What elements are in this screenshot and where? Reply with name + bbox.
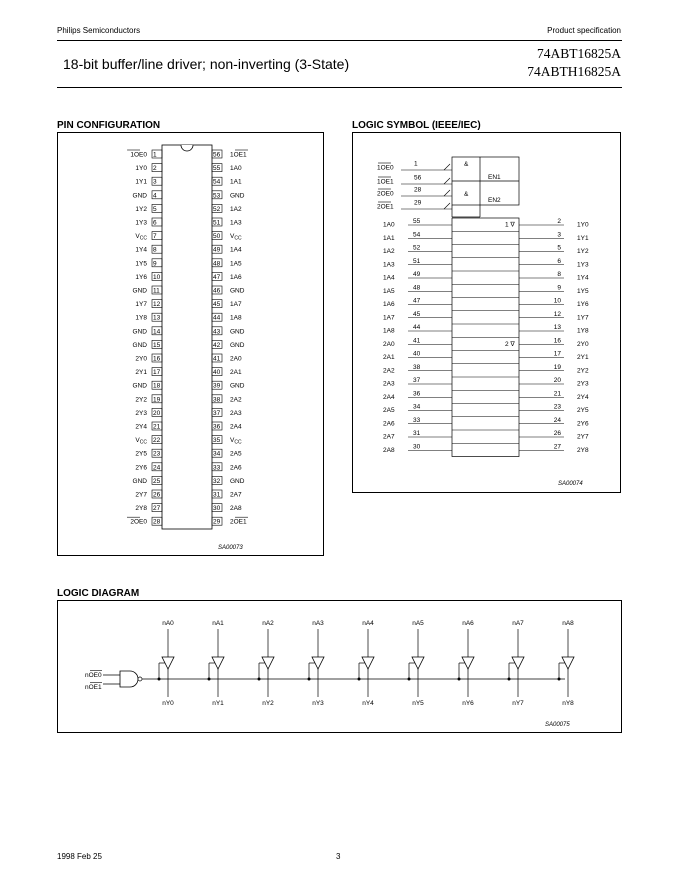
company-name: Philips Semiconductors — [57, 26, 141, 35]
pin-name-left: 1Y8 — [135, 314, 147, 322]
part-number-1: 74ABT16825A — [537, 46, 621, 61]
buffer-input-label: nA5 — [412, 620, 424, 627]
part-number-2: 74ABTH16825A — [527, 64, 621, 79]
channel-input-pin: 37 — [413, 377, 421, 384]
channel-output-pin: 27 — [553, 443, 561, 451]
pin-number-left: 26 — [153, 491, 161, 499]
pin-name-left: 1Y3 — [135, 219, 147, 227]
pin-name-right: 2A8 — [230, 505, 242, 513]
bus-junction — [358, 678, 361, 681]
figure-id: SA00075 — [545, 722, 570, 728]
pin-number-left: 25 — [153, 477, 161, 485]
bus-junction — [308, 678, 311, 681]
channel-input-pin: 54 — [413, 231, 421, 239]
pin-name-left: 1Y1 — [135, 178, 147, 186]
channel-output-name: 2Y3 — [577, 380, 589, 388]
ic-package-body — [162, 145, 212, 529]
pin-name-right: 1A8 — [230, 314, 242, 322]
channel-input-pin: 51 — [413, 257, 421, 265]
pin-number-left: 4 — [153, 192, 157, 200]
pin-number-left: 14 — [153, 328, 161, 336]
channel-output-pin: 3 — [557, 231, 561, 239]
pin-number-right: 50 — [213, 233, 221, 241]
channel-input-name: 2A5 — [383, 407, 395, 414]
channel-input-pin: 47 — [413, 297, 421, 305]
channel-output-name: 1Y4 — [577, 274, 589, 282]
and-symbol-1: & — [464, 161, 469, 168]
channel-input-name: 1A3 — [383, 261, 395, 269]
control-input-pin: 56 — [414, 174, 422, 182]
pin-name-right: 1A2 — [230, 205, 242, 213]
pin-name-right: 2A0 — [230, 355, 242, 363]
control-input-name: 1OE0 — [377, 164, 394, 172]
channel-output-pin: 17 — [553, 350, 561, 358]
pin-number-left: 2 — [153, 165, 157, 173]
pin-number-right: 39 — [213, 382, 221, 390]
pin-number-left: 17 — [153, 369, 161, 377]
pin-number-right: 43 — [213, 328, 221, 336]
pin-name-right: 2A7 — [230, 491, 242, 499]
channel-input-name: 1A5 — [383, 287, 395, 295]
pin-number-right: 31 — [213, 491, 221, 499]
pin-name-left: GND — [132, 341, 147, 349]
channel-output-pin: 23 — [553, 403, 561, 411]
channel-input-pin: 48 — [413, 284, 421, 292]
buffer-output-label: nY0 — [162, 700, 174, 707]
qualifier-1: 1 ∇ — [505, 221, 515, 229]
pin-name-left: 1OE0 — [130, 151, 147, 159]
channel-input-pin: 45 — [413, 310, 421, 318]
channel-output-name: 1Y2 — [577, 248, 589, 255]
channel-input-name: 1A8 — [383, 327, 395, 335]
pin-name-left: 1Y5 — [135, 260, 147, 268]
logic-symbol-frame — [352, 132, 621, 493]
active-low-flag — [444, 190, 450, 196]
pin-number-left: 24 — [153, 464, 161, 472]
channel-output-name: 2Y5 — [577, 407, 589, 414]
channel-input-pin: 52 — [413, 244, 421, 252]
logic-diagram-frame — [57, 600, 622, 733]
channel-output-name: 1Y1 — [577, 234, 589, 242]
pin-name-right: 1A1 — [230, 178, 242, 186]
pin-name-right: 2OE1 — [230, 518, 247, 526]
channel-input-pin: 31 — [413, 430, 421, 437]
channel-output-pin: 13 — [553, 324, 561, 331]
buffer-output-label: nY6 — [462, 700, 474, 707]
channel-output-pin: 26 — [553, 430, 561, 437]
channel-output-name: 1Y5 — [577, 287, 589, 295]
channel-input-name: 1A4 — [383, 274, 395, 282]
channel-input-pin: 36 — [413, 390, 421, 398]
pin-number-left: 3 — [153, 178, 157, 186]
pin-name-left: 2Y0 — [135, 355, 147, 363]
bus-junction — [458, 678, 461, 681]
channel-input-pin: 41 — [413, 337, 421, 345]
pin-number-right: 51 — [213, 219, 221, 227]
page-title: 18-bit buffer/line driver; non-inverting (3-State) — [63, 56, 350, 72]
channel-output-pin: 19 — [553, 363, 561, 371]
pin-number-right: 52 — [213, 205, 221, 213]
channel-output-pin: 2 — [557, 218, 561, 225]
channel-input-name: 1A6 — [383, 301, 395, 308]
pin-name-left: 2Y2 — [135, 396, 147, 404]
control-input-name: 2OE0 — [377, 190, 394, 198]
channel-output-name: 1Y8 — [577, 327, 589, 335]
pin-name-right: GND — [230, 328, 245, 336]
control-input-name: 1OE1 — [377, 178, 394, 186]
qualifier-2: 2 ∇ — [505, 340, 515, 348]
channel-input-name: 1A2 — [383, 248, 395, 255]
channel-output-name: 2Y8 — [577, 446, 589, 454]
oe1-label: nOE1 — [85, 684, 102, 691]
pin-number-left: 6 — [153, 219, 157, 227]
pin-name-right: 1A6 — [230, 273, 242, 281]
pin-name-left: 2Y5 — [135, 450, 147, 458]
channel-input-pin: 34 — [413, 403, 421, 411]
pin-name-left: 2Y6 — [135, 464, 147, 472]
channel-input-name: 1A1 — [383, 234, 395, 242]
pin-name-right: $V_{CC}$ — [230, 233, 242, 242]
channel-output-name: 1Y3 — [577, 261, 589, 269]
pin-number-left: 16 — [153, 355, 161, 363]
control-input-pin: 29 — [414, 199, 422, 207]
figure-id: SA00074 — [558, 481, 583, 487]
pin-number-left: 22 — [153, 437, 161, 445]
pin-number-right: 32 — [213, 477, 221, 485]
pin-number-left: 19 — [153, 396, 161, 404]
pin-name-right: GND — [230, 341, 245, 349]
enable-label-2: EN2 — [488, 197, 501, 204]
buffer-input-label: nA7 — [512, 620, 524, 627]
control-input-name: 2OE1 — [377, 203, 394, 211]
pin-name-right: $V_{CC}$ — [230, 437, 242, 446]
channel-input-name: 2A1 — [383, 354, 395, 361]
channel-output-name: 2Y6 — [577, 420, 589, 428]
control-input-pin: 1 — [414, 160, 418, 168]
channel-input-name: 2A3 — [383, 380, 395, 388]
and-symbol-2: & — [464, 191, 469, 198]
pin-number-right: 46 — [213, 287, 221, 295]
pin-name-right: 2A4 — [230, 423, 242, 431]
active-low-flag — [444, 178, 450, 184]
pin-number-left: 12 — [153, 301, 161, 309]
pin-name-right: GND — [230, 382, 245, 390]
bus-junction — [508, 678, 511, 681]
buffer-output-label: nY2 — [262, 700, 274, 707]
buffer-input-label: nA1 — [212, 620, 224, 627]
channel-input-pin: 30 — [413, 443, 421, 451]
pin-number-right: 44 — [213, 314, 221, 322]
enable-gate-bubble — [138, 677, 142, 681]
pin-name-left: GND — [132, 192, 147, 200]
pin-number-left: 7 — [153, 233, 157, 241]
pin-number-left: 1 — [153, 151, 157, 159]
figure-id: SA00073 — [218, 545, 243, 551]
pin-name-right: 1OE1 — [230, 151, 247, 159]
doc-type: Product specification — [547, 26, 621, 35]
pin-name-right: 1A4 — [230, 246, 242, 254]
pin-number-right: 47 — [213, 273, 221, 281]
bus-junction — [258, 678, 261, 681]
channel-output-name: 1Y6 — [577, 301, 589, 308]
pin-number-right: 30 — [213, 505, 221, 513]
channel-output-pin: 24 — [553, 416, 561, 424]
pin-number-right: 56 — [213, 151, 221, 159]
buffer-input-label: nA8 — [562, 620, 574, 627]
pin-name-left: GND — [132, 382, 147, 390]
pin-number-left: 28 — [153, 518, 161, 526]
channel-output-pin: 21 — [553, 390, 561, 398]
bus-junction — [158, 678, 161, 681]
buffer-input-label: nA4 — [362, 620, 374, 627]
logic-symbol-heading: LOGIC SYMBOL (IEEE/IEC) — [352, 120, 481, 131]
pin-name-right: GND — [230, 477, 245, 485]
channel-input-pin: 38 — [413, 363, 421, 371]
channel-input-pin: 44 — [413, 324, 421, 331]
channel-input-name: 1A7 — [383, 314, 395, 322]
pin-number-left: 5 — [153, 205, 157, 213]
active-low-flag — [444, 203, 450, 209]
channel-output-pin: 8 — [557, 271, 561, 278]
pin-name-left: 1Y4 — [135, 246, 147, 254]
pin-name-left: $V_{CC}$ — [135, 437, 147, 446]
channel-output-pin: 9 — [557, 284, 561, 292]
buffer-output-label: nY4 — [362, 700, 374, 707]
channel-output-pin: 10 — [553, 297, 561, 305]
pin-number-right: 38 — [213, 396, 221, 404]
channel-output-name: 2Y2 — [577, 367, 589, 375]
pin-name-right: GND — [230, 287, 245, 295]
pin-name-left: 2OE0 — [130, 518, 147, 526]
channel-input-name: 2A8 — [383, 446, 395, 454]
channel-output-name: 1Y7 — [577, 314, 589, 322]
pin-name-right: 1A5 — [230, 260, 242, 268]
pin-number-right: 49 — [213, 246, 221, 254]
channel-output-name: 2Y0 — [577, 340, 589, 348]
pin-name-left: GND — [132, 328, 147, 336]
pin-number-left: 20 — [153, 409, 161, 417]
pin-config-frame — [57, 132, 324, 556]
channel-input-name: 1A0 — [383, 221, 395, 229]
channel-output-pin: 20 — [553, 377, 561, 384]
pin-name-left: 1Y6 — [135, 273, 147, 281]
channel-output-pin: 6 — [557, 257, 561, 265]
channel-output-name: 2Y1 — [577, 354, 589, 361]
pin-name-right: 2A6 — [230, 464, 242, 472]
pin-name-left: 1Y2 — [135, 205, 147, 213]
pin-number-right: 42 — [213, 341, 221, 349]
ic-notch — [181, 145, 193, 151]
pin-name-left: 2Y3 — [135, 409, 147, 417]
pin-name-left: 1Y0 — [135, 165, 147, 173]
pin-name-left: 1Y7 — [135, 301, 147, 309]
channel-input-pin: 55 — [413, 218, 421, 225]
enable-label-1: EN1 — [488, 174, 501, 181]
active-low-flag — [444, 164, 450, 170]
pin-name-right: 2A2 — [230, 396, 242, 404]
pin-name-right: 2A3 — [230, 409, 242, 417]
pin-number-right: 36 — [213, 423, 221, 431]
channel-output-pin: 12 — [553, 310, 561, 318]
channel-input-pin: 49 — [413, 271, 421, 278]
logic-diagram-heading: LOGIC DIAGRAM — [57, 588, 140, 599]
pin-number-left: 13 — [153, 314, 161, 322]
buffer-output-label: nY5 — [412, 700, 424, 707]
pin-name-left: 2Y7 — [135, 491, 147, 499]
pin-name-left: GND — [132, 287, 147, 295]
pin-name-left: GND — [132, 477, 147, 485]
bus-junction — [408, 678, 411, 681]
bus-junction — [208, 678, 211, 681]
bus-junction — [558, 678, 561, 681]
channel-output-name: 2Y7 — [577, 433, 589, 441]
pin-number-right: 33 — [213, 464, 221, 472]
pin-number-left: 9 — [153, 260, 157, 268]
pin-number-right: 29 — [213, 518, 221, 526]
pin-number-right: 35 — [213, 437, 221, 445]
channel-output-name: 2Y4 — [577, 393, 589, 401]
pin-number-right: 41 — [213, 355, 221, 363]
buffer-output-label: nY1 — [212, 700, 224, 707]
header-rule-top — [57, 40, 622, 41]
pin-number-left: 23 — [153, 450, 161, 458]
channel-input-pin: 40 — [413, 350, 421, 358]
pin-name-right: 1A0 — [230, 165, 242, 173]
pin-number-left: 27 — [153, 505, 161, 513]
buffer-input-label: nA0 — [162, 620, 174, 627]
buffer-input-label: nA3 — [312, 620, 324, 627]
logic-symbol-diagram — [353, 133, 620, 492]
pin-number-left: 21 — [153, 423, 161, 431]
buffer-output-label: nY7 — [512, 700, 524, 707]
pin-config-diagram — [58, 133, 323, 555]
enable-gate — [120, 671, 138, 687]
pin-number-right: 55 — [213, 165, 221, 173]
channel-input-name: 2A7 — [383, 433, 395, 441]
pin-name-left: $V_{CC}$ — [135, 233, 147, 242]
logic-diagram — [58, 601, 621, 732]
pin-number-right: 34 — [213, 450, 221, 458]
pin-name-left: 2Y4 — [135, 423, 147, 431]
pin-number-right: 40 — [213, 369, 221, 377]
buffer-input-label: nA2 — [262, 620, 274, 627]
pin-name-right: 2A1 — [230, 369, 242, 377]
footer-date: 1998 Feb 25 — [57, 852, 102, 861]
channel-output-name: 1Y0 — [577, 221, 589, 229]
pin-name-left: 2Y1 — [135, 369, 147, 377]
channel-input-name: 2A2 — [383, 367, 395, 375]
header-rule-bottom — [57, 87, 622, 88]
pin-number-left: 18 — [153, 382, 161, 390]
channel-output-pin: 5 — [557, 244, 561, 252]
pin-name-right: 1A3 — [230, 219, 242, 227]
channel-output-pin: 16 — [553, 337, 561, 345]
buffer-output-label: nY8 — [562, 700, 574, 707]
pin-number-right: 45 — [213, 301, 221, 309]
channel-input-pin: 33 — [413, 416, 421, 424]
pin-name-right: GND — [230, 192, 245, 200]
control-input-pin: 28 — [414, 186, 422, 194]
pin-number-right: 48 — [213, 260, 221, 268]
channel-input-name: 2A0 — [383, 340, 395, 348]
buffer-input-label: nA6 — [462, 620, 474, 627]
pin-number-left: 11 — [153, 287, 160, 295]
pin-number-left: 10 — [153, 273, 161, 281]
page-number: 3 — [336, 852, 341, 861]
pin-number-left: 15 — [153, 341, 161, 349]
pin-name-right: 2A5 — [230, 450, 242, 458]
pin-config-heading: PIN CONFIGURATION — [57, 120, 161, 131]
pin-number-right: 37 — [213, 409, 221, 417]
buffer-output-label: nY3 — [312, 700, 324, 707]
pin-number-right: 54 — [213, 178, 221, 186]
pin-name-left: 2Y8 — [135, 505, 147, 513]
channel-input-name: 2A6 — [383, 420, 395, 428]
pin-number-left: 8 — [153, 246, 157, 254]
pin-name-right: 1A7 — [230, 301, 242, 309]
oe0-label: nOE0 — [85, 672, 102, 679]
pin-number-right: 53 — [213, 192, 221, 200]
channel-input-name: 2A4 — [383, 393, 395, 401]
